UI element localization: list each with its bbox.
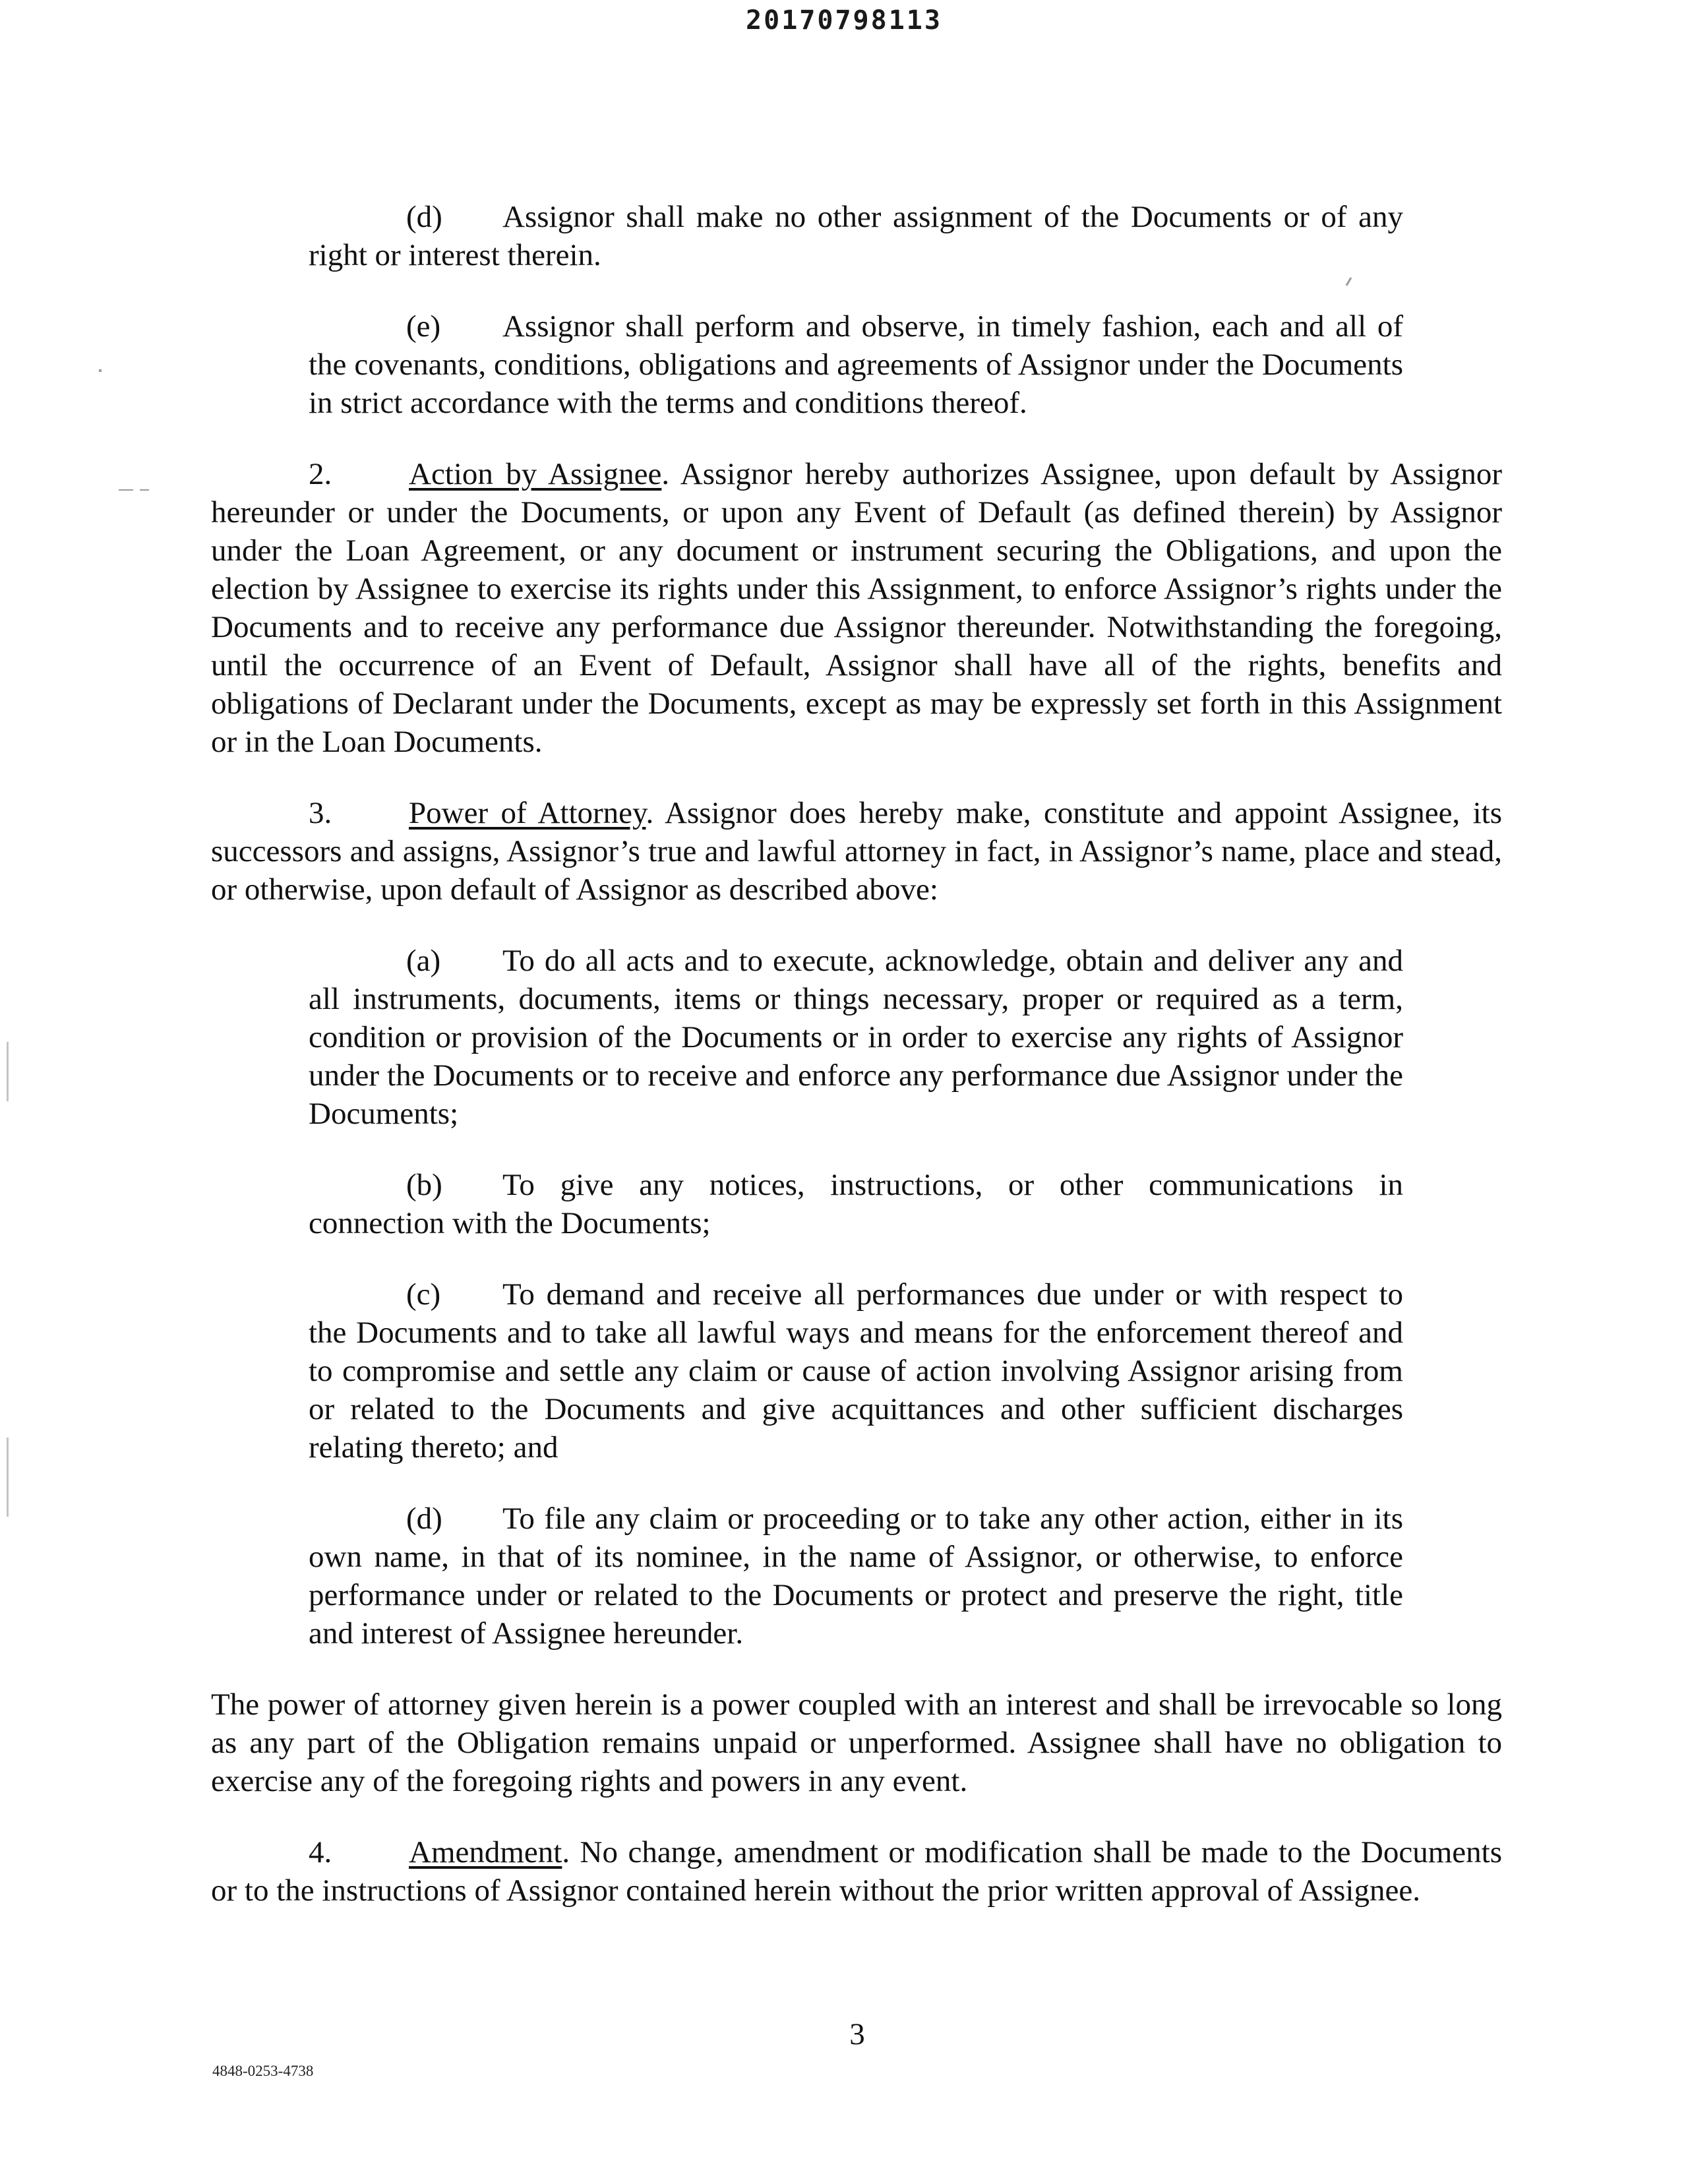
section-heading: Action by Assignee (409, 457, 662, 491)
power-item-a (309, 942, 1403, 1133)
section-heading: Power of Attorney (409, 796, 646, 830)
scan-speck (7, 1042, 9, 1101)
clause-e-perform-and-observe (309, 307, 1403, 422)
item-text: To file any claim or proceeding or to take any other action, either in its own name, in that of its nominee, in the name of Assignor, or otherwise, to enforce performance under or related to the Documents or protect and preserve the right, title and interest of Assignee hereunder. (309, 1502, 1403, 1651)
document-id: 4848-0253-4738 (212, 2063, 314, 2079)
section-4-amendment (211, 1833, 1502, 1910)
section-text: . No change, amendment or modification shall be made to the Documents or to the instructions of Assignor contained herein without the prior written approval of Assignee. (211, 1835, 1502, 1908)
scan-speck (140, 489, 149, 491)
item-label: (a) (406, 944, 441, 978)
clause-text: Assignor shall perform and observe, in timely fashion, each and all of the covenants, conditions, obligations and agreements of Assignor under the Documents in strict accordance with the terms and conditions thereof. (309, 309, 1403, 420)
section-number: 4. (309, 1835, 332, 1869)
scan-speck (7, 1438, 9, 1517)
item-text: To give any notices, instructions, or other communications in connection with the Documents; (309, 1168, 1403, 1240)
section-text: . Assignor hereby authorizes Assignee, upon default by Assignor hereunder or under the Documents, or upon any Event of Default (as defined therein) by Assignor under the Loan Agreement, or any document or instrument securing the Obligations, and upon the election by Assignee to exercise its rights under this Assignment, to enforce Assignor’s rights under the Documents and to receive any performance due Assignor thereunder. Notwithstanding the foregoing, until the occurrence of an Event of Default, Assignor shall have all of the rights, benefits and obligations of Declarant under the Documents, except as may be expressly set forth in this Assignment or in the Loan Documents. (211, 457, 1502, 759)
power-item-d (309, 1500, 1403, 1653)
clause-d-no-other-assignment (309, 198, 1403, 274)
item-text: To demand and receive all performances due under or with respect to the Documents and to take all lawful ways and means for the enforcement thereof and to compromise and settle any claim or cause of action involving Assignor arising from or related to the Documents and give acquittances and other sufficient discharges relating thereto; and (309, 1277, 1403, 1465)
item-label: (b) (406, 1168, 442, 1202)
scan-speck (99, 369, 102, 372)
clause-label: (e) (406, 309, 441, 344)
item-text: To do all acts and to execute, acknowledge, obtain and deliver any and all instruments, documents, items or things necessary, proper or required as a term, condition or provision of the Documents or in order to exercise any rights of Assignor under the Documents or to receive and enforce any performance due Assignor under the Documents; (309, 944, 1403, 1131)
section-2-action-by-assignee (211, 455, 1502, 761)
section-3-power-of-attorney (211, 794, 1502, 909)
section-number: 3. (309, 796, 332, 830)
record-number: 20170798113 (746, 5, 942, 36)
scan-speck (119, 489, 133, 491)
page-number: 3 (849, 2017, 865, 2051)
clause-label: (d) (406, 200, 442, 234)
section-text: . Assignor does hereby make, constitute and appoint Assignee, its successors and assigns, Assignor’s true and lawful attorney in fact, in Assignor’s name, place and stead, or otherwise, upon default of Assignor as described above: (211, 796, 1502, 907)
item-label: (c) (406, 1277, 441, 1312)
power-item-b (309, 1166, 1403, 1242)
document-body (211, 198, 1502, 1943)
section-heading: Amendment (409, 1835, 562, 1869)
power-of-attorney-closing: The power of attorney given herein is a power coupled with an interest and shall be irrevocable so long as any part of the Obligation remains unpaid or unperformed. Assignee shall have no obligation to exercise any of the foregoing rights and powers in any event. (211, 1687, 1502, 1798)
section-number: 2. (309, 457, 332, 491)
clause-text: Assignor shall make no other assignment of the Documents or of any right or interest therein. (309, 200, 1403, 272)
item-label: (d) (406, 1502, 442, 1536)
power-item-c (309, 1275, 1403, 1467)
